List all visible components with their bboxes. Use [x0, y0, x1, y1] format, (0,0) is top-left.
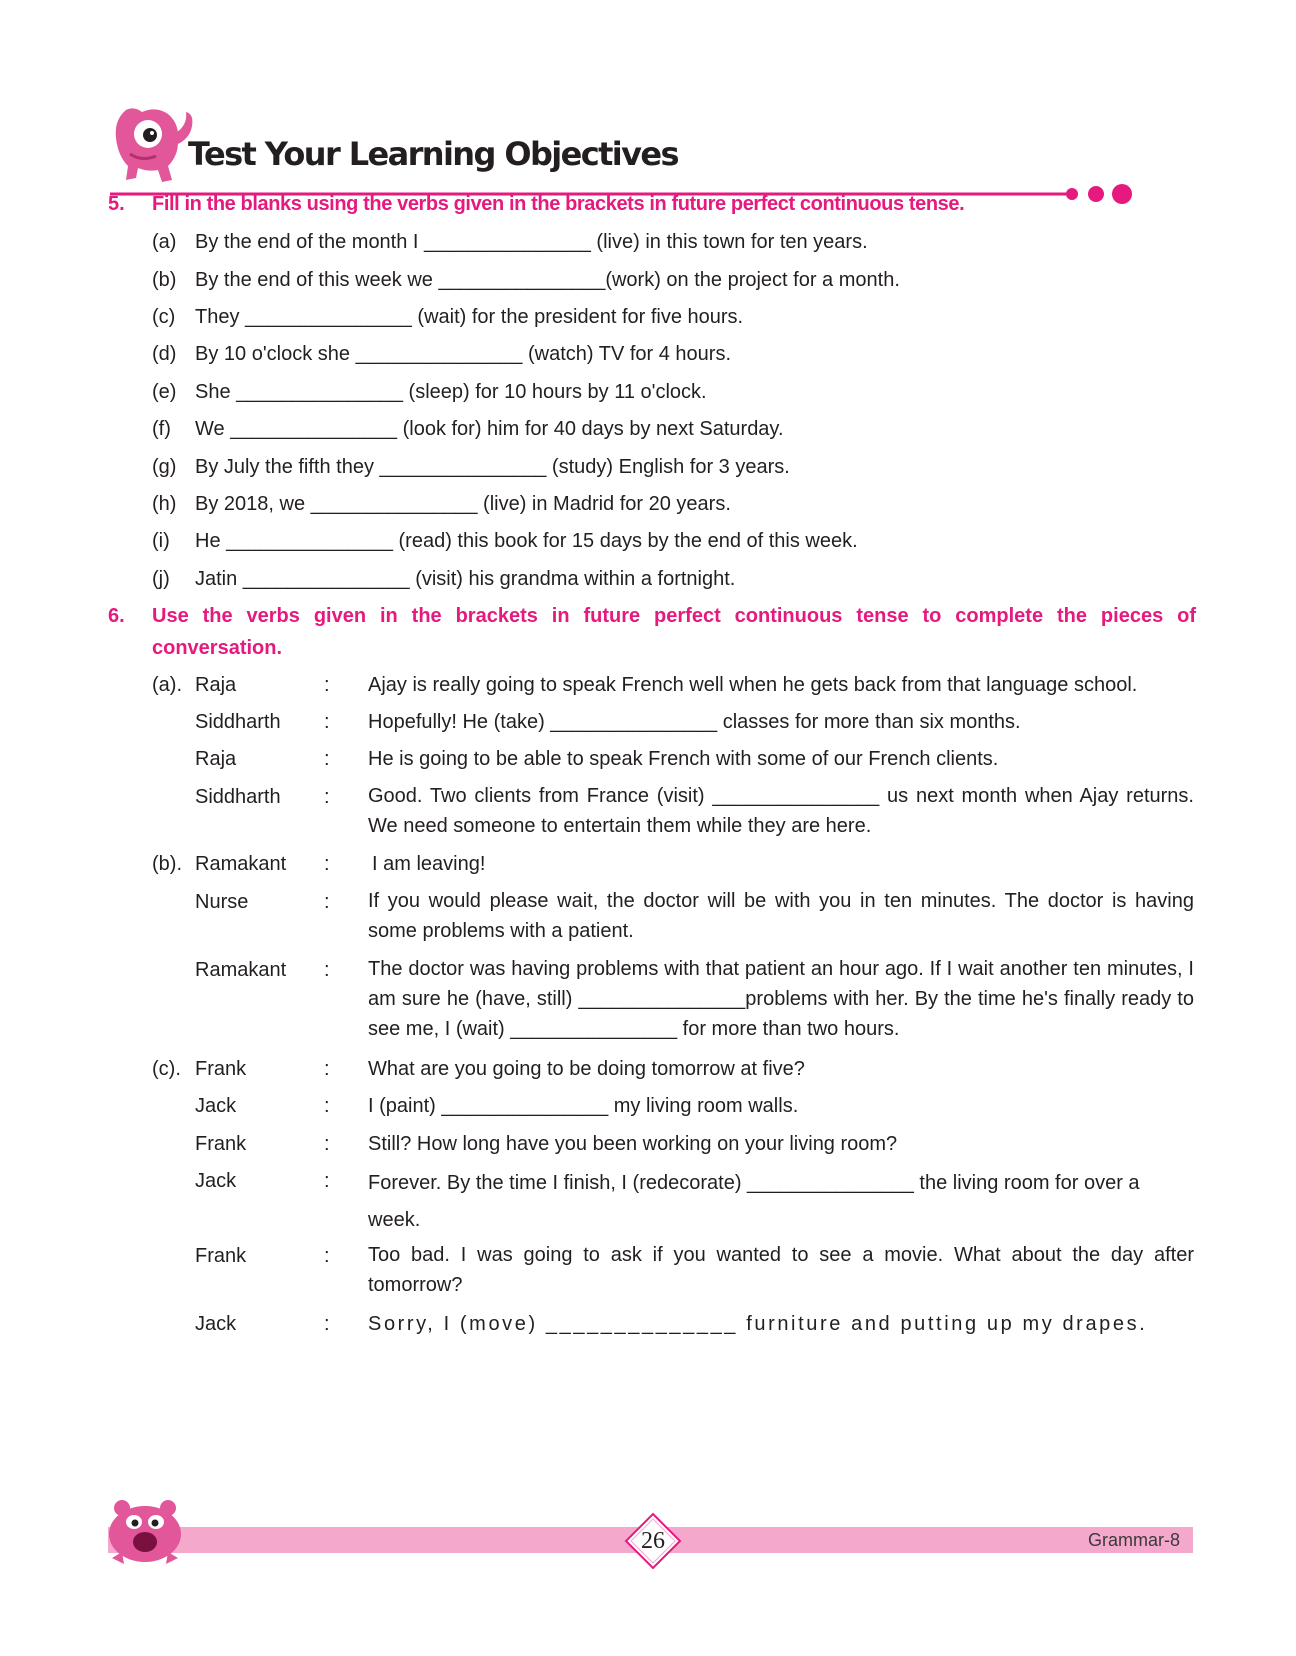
question-5-heading	[108, 188, 1196, 220]
speaker-name: Raja	[195, 748, 237, 770]
item-label: (j)	[152, 568, 170, 590]
colon: :	[324, 1245, 330, 1267]
speaker-name: Ramakant	[195, 959, 287, 981]
dialogue-text: I am leaving!	[372, 853, 486, 875]
dialogue-text: Ajay is really going to speak French well when he gets back from that language school.	[368, 674, 1138, 696]
dialogue-text: Still? How long have you been working on your living room?	[368, 1133, 898, 1155]
colon: :	[324, 1313, 330, 1335]
item-label: (h)	[152, 493, 177, 515]
speaker-name: Jack	[195, 1095, 237, 1117]
speaker-name: Nurse	[195, 891, 249, 913]
colon: :	[324, 674, 330, 696]
question-instruction: Fill in the blanks using the verbs given in the brackets in future perfect continuous tense.	[152, 193, 965, 215]
colon: :	[324, 1133, 330, 1155]
item-text: They _______________ (wait) for the president for five hours.	[195, 306, 744, 328]
item-label: (d)	[152, 343, 177, 365]
item-text: By the end of this week we _______________(work) on the project for a month.	[195, 269, 900, 291]
item-label: (f)	[152, 418, 171, 440]
item-text: He _______________ (read) this book for 15 days by the end of this week.	[195, 530, 858, 552]
item-label: (g)	[152, 456, 177, 478]
item-text: We _______________ (look for) him for 40 days by next Saturday.	[195, 418, 784, 440]
dialogue-text: Hopefully! He (take) _______________ classes for more than six months.	[368, 711, 1021, 733]
question-6-heading	[108, 600, 1196, 664]
item-label: (b)	[152, 269, 177, 291]
colon: :	[324, 853, 330, 875]
item-label: (a)	[152, 231, 177, 253]
speaker-name: Frank	[195, 1058, 247, 1080]
item-text: By 10 o'clock she _______________ (watch) TV for 4 hours.	[195, 343, 732, 365]
question-instruction: Use the verbs given in the brackets in future perfect continuous tense to complete the pieces of conversation.	[152, 605, 1196, 659]
item-text: By the end of the month I _______________ (live) in this town for ten years.	[195, 231, 868, 253]
item-text: By July the fifth they _______________ (study) English for 3 years.	[195, 456, 790, 478]
colon: :	[324, 891, 330, 913]
colon: :	[324, 959, 330, 981]
speaker-name: Siddharth	[195, 711, 281, 733]
dialogue-text: What are you going to be doing tomorrow at five?	[368, 1058, 805, 1080]
colon: :	[324, 1170, 330, 1192]
speaker-name: Raja	[195, 674, 237, 696]
item-text: Jatin _______________ (visit) his grandma within a fortnight.	[195, 568, 736, 590]
colon: :	[324, 748, 330, 770]
speaker-name: Frank	[195, 1133, 247, 1155]
conversation-label: (c).	[152, 1058, 181, 1080]
page-number: 26	[641, 1528, 665, 1554]
item-text: She _______________ (sleep) for 10 hours by 11 o'clock.	[195, 381, 707, 403]
speaker-name: Ramakant	[195, 853, 287, 875]
dialogue-text: Good. Two clients from France (visit) _______________ us next month when Ajay returns. We need someone to entertain them while they are here.	[368, 785, 1194, 837]
item-text: By 2018, we _______________ (live) in Madrid for 20 years.	[195, 493, 731, 515]
conversation-label: (b).	[152, 853, 182, 875]
colon: :	[324, 786, 330, 808]
dialogue-text: I (paint) _______________ my living room walls.	[368, 1095, 799, 1117]
dialogue-text: Sorry, I (move) ______________ furniture and putting up my drapes.	[368, 1313, 1148, 1335]
item-label: (i)	[152, 530, 170, 552]
speaker-name: Jack	[195, 1170, 237, 1192]
conversation-label: (a).	[152, 674, 182, 696]
colon: :	[324, 711, 330, 733]
dialogue-text: Forever. By the time I finish, I (redecorate) _______________ the living room for over a week.	[368, 1172, 1140, 1231]
dialogue-text: Too bad. I was going to ask if you wanted to see a movie. What about the day after tomorrow?	[368, 1244, 1194, 1296]
speaker-name: Frank	[195, 1245, 247, 1267]
dialogue-text: He is going to be able to speak French with some of our French clients.	[368, 748, 999, 770]
colon: :	[324, 1058, 330, 1080]
speaker-name: Jack	[195, 1313, 237, 1335]
item-label: (c)	[152, 306, 176, 328]
speaker-name: Siddharth	[195, 786, 281, 808]
dialogue-text: If you would please wait, the doctor will be with you in ten minutes. The doctor is having some problems with a patient.	[368, 890, 1194, 942]
item-label: (e)	[152, 381, 177, 403]
book-title: Grammar-8	[1087, 1530, 1180, 1550]
dialogue-text: The doctor was having problems with that patient an hour ago. If I wait another ten minutes, I am sure he (have, still) _______________problems with her. By the time he's finally ready to see me, I (wait) _______________ for more than two hours.	[368, 958, 1194, 1040]
section-title: Test Your Learning Objectives	[188, 135, 678, 173]
colon: :	[324, 1095, 330, 1117]
monster-mascot-icon	[104, 1494, 186, 1568]
question-number: 6.	[108, 605, 125, 627]
question-number: 5.	[108, 193, 125, 215]
